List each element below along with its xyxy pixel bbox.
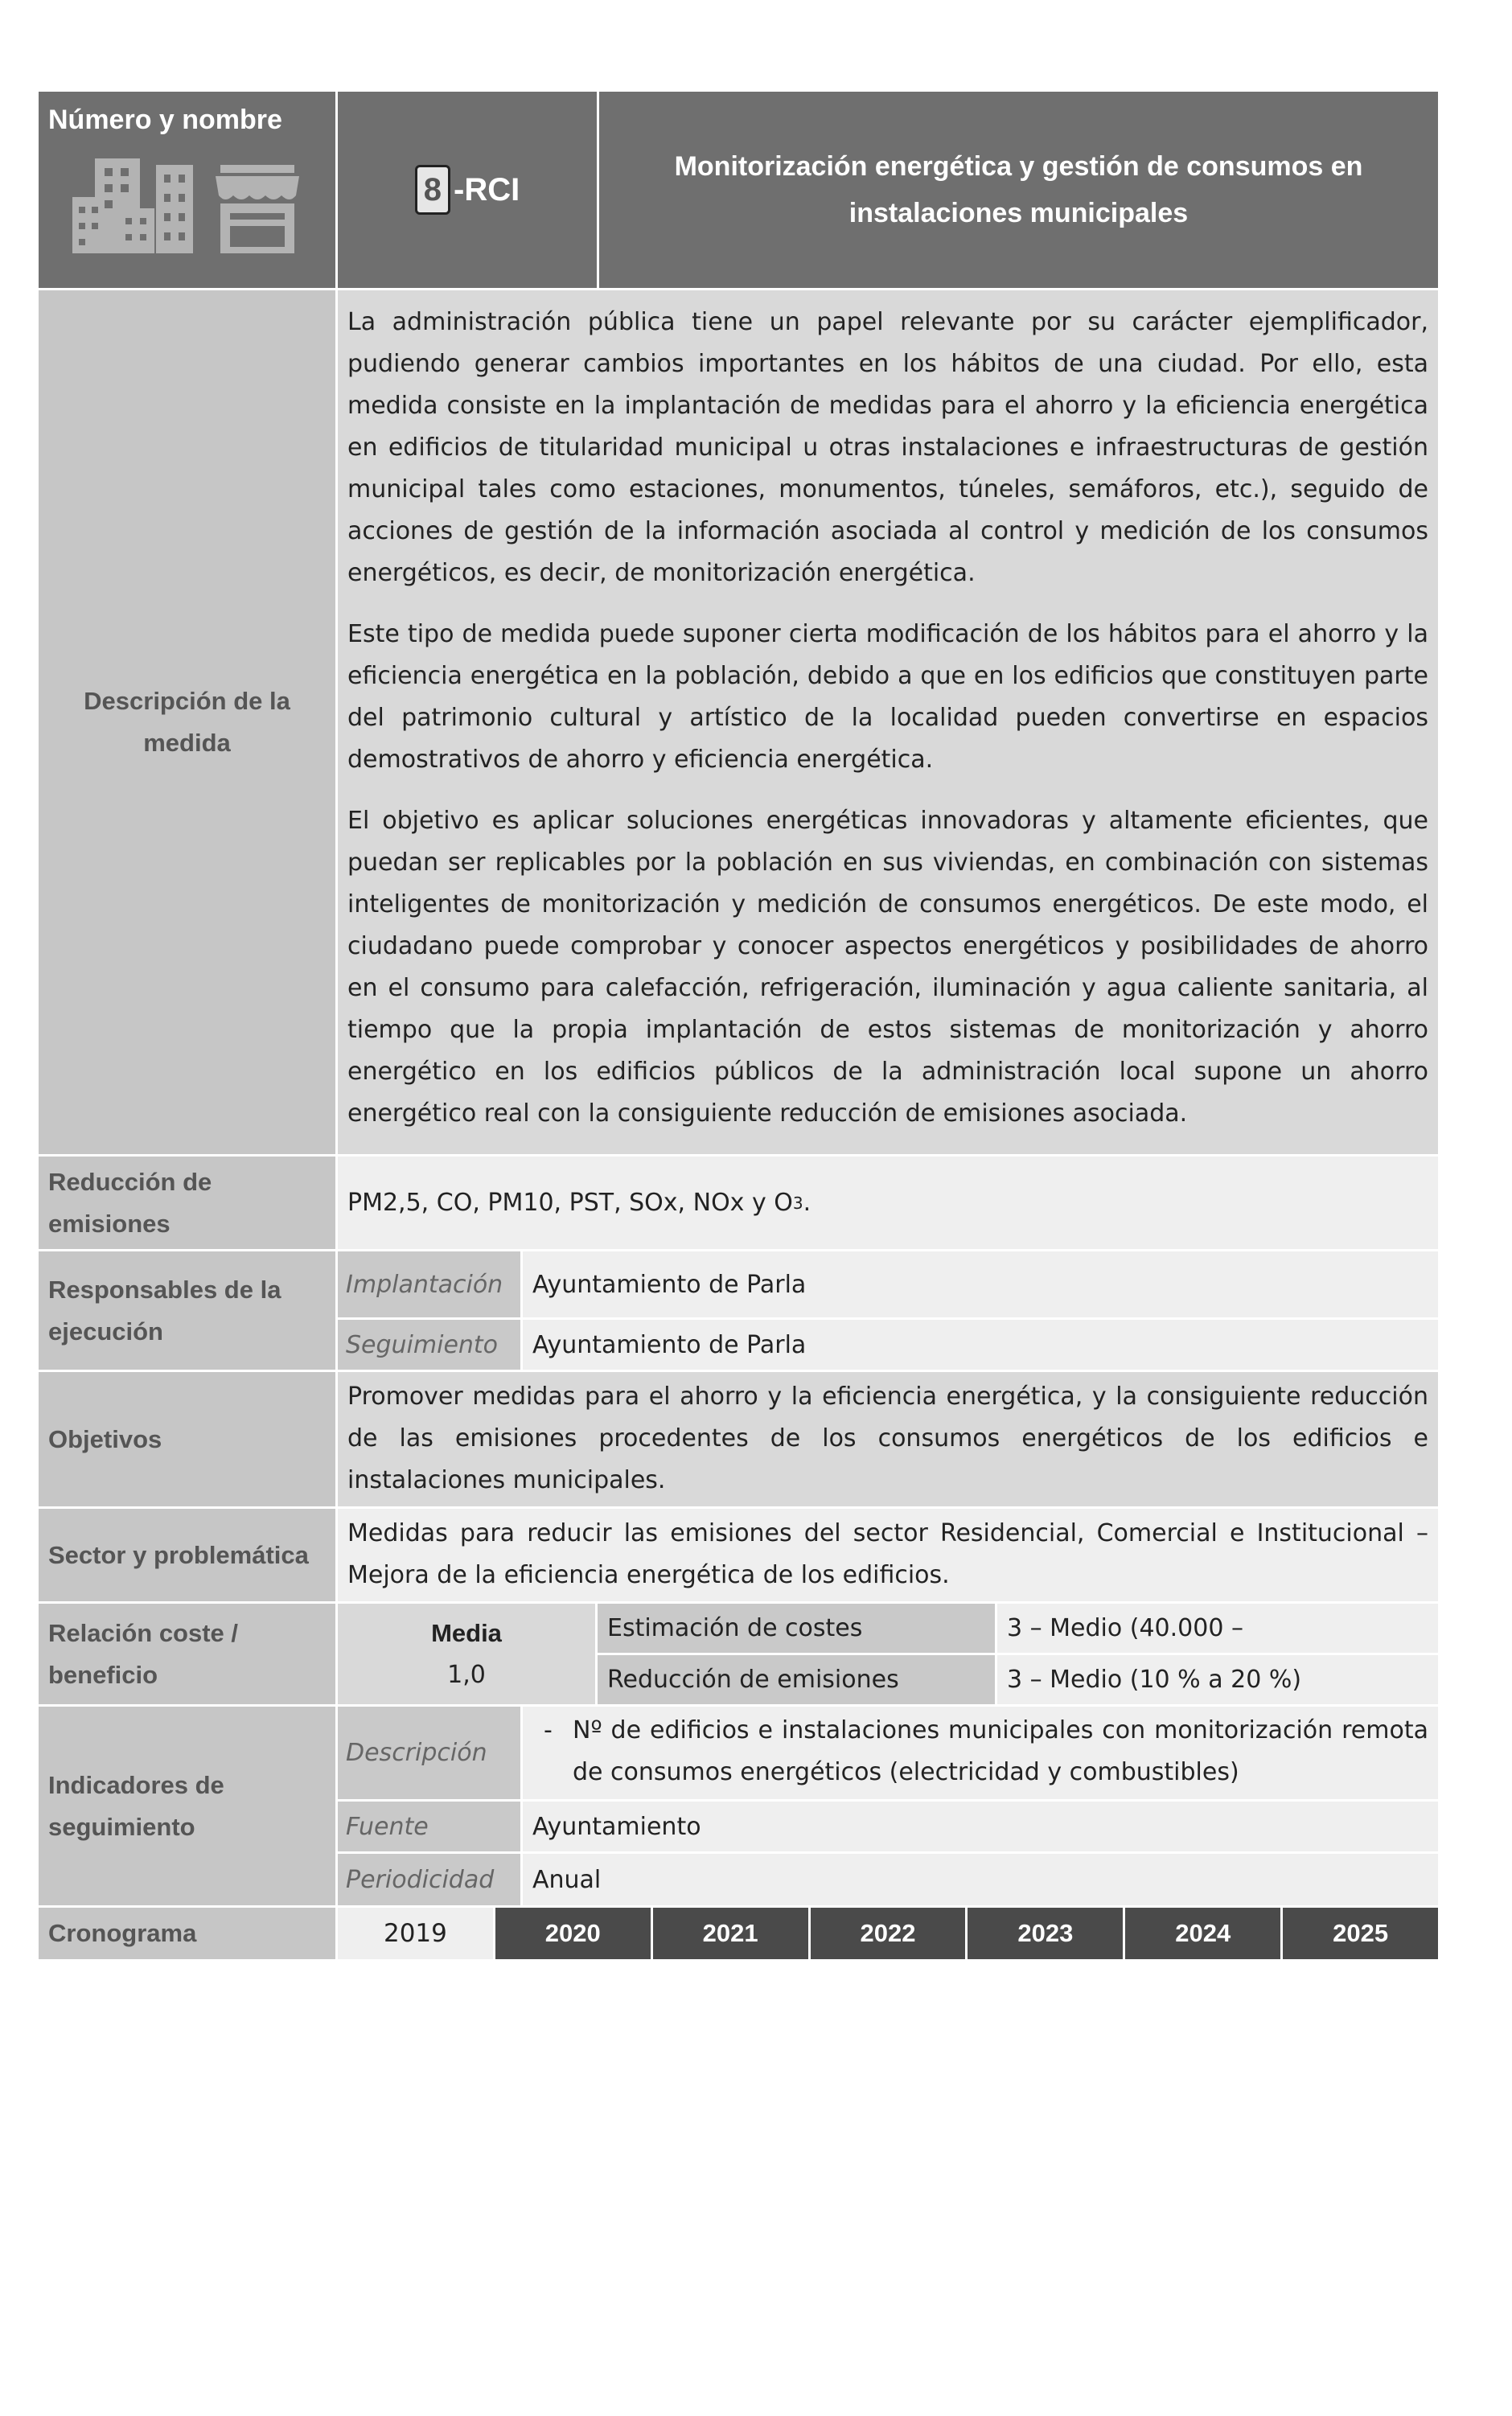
header-label-cell [39, 92, 338, 288]
reduccion-label: Reducción de emisiones [39, 1157, 338, 1249]
sector-text: Medidas para reducir las emisiones del sector Residencial, Comercial e Institucional – Mejora de la eficiencia energética de los edificios. [338, 1509, 1438, 1601]
descripcion-content [338, 290, 1438, 1154]
sector-row [39, 1509, 1438, 1604]
relacion-value: 1,0 [447, 1660, 486, 1689]
cronograma-row [39, 1908, 1438, 1959]
costes-value: 3 – Medio (40.000 – [997, 1604, 1438, 1653]
header-icons [48, 158, 326, 253]
seguimiento-row [338, 1320, 1438, 1370]
shop-icon [212, 158, 302, 253]
seguimiento-label: Seguimiento [338, 1320, 523, 1370]
year-2019: 2019 [338, 1908, 495, 1959]
bullet-dash: - [544, 1716, 553, 1744]
sheet-header [39, 92, 1438, 290]
emisiones-key: Reducción de emisiones [598, 1655, 997, 1704]
year-2025: 2025 [1283, 1908, 1438, 1959]
descripcion-paragraph: El objetivo es aplicar soluciones energéticas innovadoras y altamente eficientes, que puedan ser replicables por la población en sus viviendas, en combinación con sistemas inteligentes de monitorización y medición de consumos energéticos. De este modo, el ciudadano puede comprobar y conocer aspectos energéticos y posibilidades de ahorro en el consumo para calefacción, refrigeración, iluminación y agua caliente sanitaria, al tiempo que la propia implantación de estos sistemas de monitorización y ahorro energético en los edificios públicos de la administración local supone un ahorro energético real con la consiguiente reducción de emisiones asociada. [347, 807, 1428, 1128]
measure-number: 8 [415, 165, 450, 215]
descripcion-indicador-value [523, 1707, 1438, 1799]
descripcion-indicador-label: Descripción [338, 1707, 523, 1799]
periodicidad-label: Periodicidad [338, 1854, 523, 1905]
objetivos-label: Objetivos [39, 1372, 338, 1506]
costes-row [598, 1604, 1438, 1655]
indicadores-grid [338, 1707, 1438, 1905]
relacion-summary [338, 1604, 598, 1704]
year-2020: 2020 [495, 1908, 653, 1959]
sector-label: Sector y problemática [39, 1509, 338, 1601]
periodicidad-row [338, 1854, 1438, 1905]
relacion-grid [598, 1604, 1438, 1704]
reduccion-content [338, 1157, 1438, 1249]
implantacion-label: Implantación [338, 1251, 523, 1317]
year-2024: 2024 [1125, 1908, 1283, 1959]
year-2022: 2022 [811, 1908, 968, 1959]
measure-title: Monitorización energética y gestión de consumos en instalaciones municipales [674, 151, 1363, 228]
descripcion-row [39, 290, 1438, 1157]
descripcion-paragraph: La administración pública tiene un papel relevante por su carácter ejemplificador, pudiendo generar cambios importantes en los hábitos de una ciudad. Por ello, esta medida consiste en la implantación de medidas para el ahorro y la eficiencia energética en edificios de titularidad municipal u otras instalaciones e infraestructuras de gestión municipal tales como estaciones, monumentos, túneles, semáforos, etc.), seguido de acciones de gestión de la información asociada al control y medición de los consumos energéticos, es decir, de monitorización energética. [347, 308, 1428, 587]
objetivos-text: Promover medidas para el ahorro y la eficiencia energética, y la consiguiente reducción de las emisiones procedentes de los consumos energéticos de los edificios e instalaciones municipales. [338, 1372, 1438, 1506]
relacion-level: Media [431, 1618, 502, 1647]
fuente-value: Ayuntamiento [523, 1802, 1438, 1851]
year-2023: 2023 [968, 1908, 1125, 1959]
relacion-label: Relación coste / beneficio [39, 1604, 338, 1704]
seguimiento-value: Ayuntamiento de Parla [523, 1320, 1438, 1370]
responsables-label: Responsables de la ejecución [39, 1251, 338, 1370]
indicadores-row [39, 1707, 1438, 1908]
reduccion-row [39, 1157, 1438, 1251]
responsables-grid [338, 1251, 1438, 1370]
periodicidad-value: Anual [523, 1854, 1438, 1905]
measure-code-cell [338, 92, 599, 288]
buildings-icon [72, 158, 193, 253]
measure-sheet [39, 92, 1438, 1959]
descripcion-indicador-row [338, 1707, 1438, 1802]
relacion-row [39, 1604, 1438, 1707]
header-label: Número y nombre [48, 105, 282, 135]
costes-key: Estimación de costes [598, 1604, 997, 1653]
descripcion-label: Descripción de la medida [39, 290, 338, 1154]
emisiones-value: 3 – Medio (10 % a 20 %) [997, 1655, 1438, 1704]
responsables-row [39, 1251, 1438, 1372]
cronograma-years [338, 1908, 1438, 1959]
cronograma-label: Cronograma [39, 1908, 338, 1959]
implantacion-value: Ayuntamiento de Parla [523, 1251, 1438, 1317]
emisiones-row [598, 1655, 1438, 1704]
descripcion-paragraph: Este tipo de medida puede suponer cierta modificación de los hábitos para el ahorro y la eficiencia energética en la población, debido a que en los edificios que constituyen parte del patrimonio cultural y artístico de la localidad pueden convertirse en espacios demostrativos de ahorro y eficiencia energética. [347, 620, 1428, 774]
year-2021: 2021 [653, 1908, 811, 1959]
indicadores-label: Indicadores de seguimiento [39, 1707, 338, 1905]
pollutant-end: . [803, 1188, 811, 1217]
pollutant-list: PM2,5, CO, PM10, PST, SOx, NOx y O [347, 1188, 793, 1217]
implantacion-row [338, 1251, 1438, 1320]
fuente-label: Fuente [338, 1802, 523, 1851]
objetivos-row [39, 1372, 1438, 1509]
fuente-row [338, 1802, 1438, 1854]
measure-code: -RCI [454, 171, 520, 207]
pollutant-subscript: 3 [792, 1193, 803, 1213]
descripcion-indicador-text: Nº de edificios e instalaciones municipales con monitorización remota de consumos energéticos (electricidad y combustibles) [573, 1716, 1428, 1786]
